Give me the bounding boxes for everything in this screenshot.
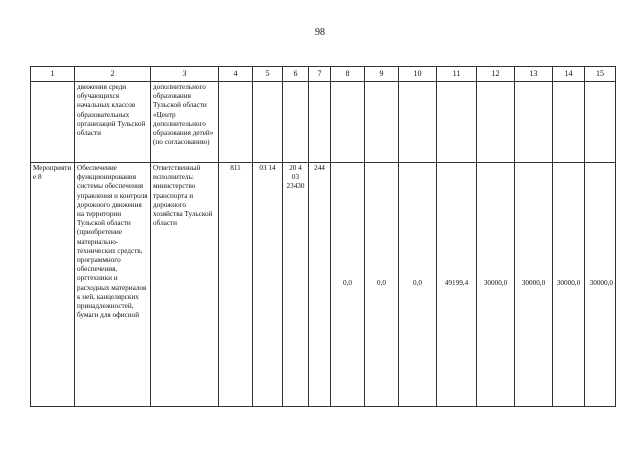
empty-cell (365, 82, 399, 163)
empty-cell (253, 82, 283, 163)
header-cell: 7 (309, 67, 331, 82)
header-cell: 13 (515, 67, 553, 82)
continuation-row (31, 82, 616, 163)
empty-cell (477, 82, 515, 163)
header-cell: 12 (477, 67, 515, 82)
empty-cell (309, 82, 331, 163)
amount-cell (365, 163, 399, 407)
header-cell: 6 (283, 67, 309, 82)
code-grbs: 811 (219, 163, 253, 407)
budget-table (30, 66, 616, 407)
header-cell: 15 (585, 67, 616, 82)
code-expense-type: 244 (309, 163, 331, 407)
empty-cell (283, 82, 309, 163)
header-cell: 11 (437, 67, 477, 82)
cell-col1 (31, 82, 75, 163)
amount-col9: 0,0 (377, 279, 386, 287)
header-cell: 10 (399, 67, 437, 82)
measure-label: Мероприятие 8 (31, 163, 75, 407)
code-section: 03 14 (253, 163, 283, 407)
header-cell: 2 (75, 67, 151, 82)
header-cell: 8 (331, 67, 365, 82)
amount-cell (585, 163, 616, 407)
cell-col2: движения среди обучающихся начальных классов образовательных организаций Тульской области (75, 82, 151, 163)
empty-cell (437, 82, 477, 163)
empty-cell (515, 82, 553, 163)
amount-cell (437, 163, 477, 407)
measure-description: Обеспечение функционирования системы обеспечения управления и контроля дорожного движения на территории Тульской области (приобретение материально-технических средств, программного обеспечения, оргтехники и расходных материалов к ней, канцелярских принадлежностей, бумаги для офисной (75, 163, 151, 407)
code-target-article: 20 4 03 23430 (283, 163, 309, 407)
amount-cell (477, 163, 515, 407)
amount-col14: 30000,0 (556, 279, 581, 287)
amount-cell (553, 163, 585, 407)
empty-cell (219, 82, 253, 163)
measure-row (31, 163, 616, 407)
empty-cell (331, 82, 365, 163)
header-cell: 14 (553, 67, 585, 82)
header-cell: 5 (253, 67, 283, 82)
empty-cell (553, 82, 585, 163)
amount-cell (399, 163, 437, 407)
cell-col3: дополнительного образования Тульской области «Центр дополнительного образования детей» (по согласованию) (151, 82, 219, 163)
page-number: 98 (315, 27, 325, 38)
amount-col11: 49199,4 (444, 279, 469, 287)
amount-cell (331, 163, 365, 407)
empty-cell (585, 82, 616, 163)
amount-col15: 30000,0 (589, 279, 613, 287)
header-cell: 3 (151, 67, 219, 82)
amount-col8: 0,0 (343, 279, 352, 287)
measure-executor: Ответственный исполнитель: министерство транспорта и дорожного хозяйства Тульской области (151, 163, 219, 407)
amount-cell (515, 163, 553, 407)
amount-col13: 30000,0 (521, 279, 546, 287)
header-cell: 9 (365, 67, 399, 82)
amount-col12: 30000,0 (483, 279, 508, 287)
amount-col10: 0,0 (413, 279, 422, 287)
empty-cell (399, 82, 437, 163)
header-cell: 4 (219, 67, 253, 82)
header-row (31, 67, 616, 82)
header-cell: 1 (31, 67, 75, 82)
